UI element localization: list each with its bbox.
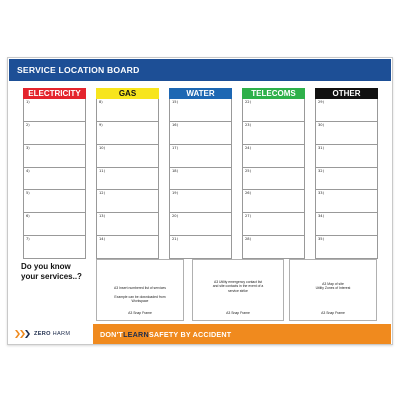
slot-number: 18)	[172, 168, 178, 173]
service-slot[interactable]	[243, 190, 304, 213]
column-4	[315, 88, 378, 259]
slot-number: 12)	[99, 191, 105, 196]
know-line-2: your services..?	[21, 271, 82, 281]
slot-number: 3)	[26, 145, 30, 150]
banner-part-2: LEARN	[123, 329, 149, 339]
service-slot[interactable]	[97, 99, 158, 122]
column-body	[242, 99, 305, 259]
service-slot[interactable]	[316, 236, 377, 258]
board-title: SERVICE LOCATION BOARD	[17, 65, 140, 75]
service-slot[interactable]	[243, 168, 304, 191]
slot-number: 13)	[99, 214, 105, 219]
service-slot[interactable]	[24, 122, 85, 145]
service-slot[interactable]	[24, 168, 85, 191]
column-0	[23, 88, 86, 259]
service-slot[interactable]	[24, 213, 85, 236]
column-header: TELECOMS	[242, 88, 305, 99]
service-slot[interactable]	[243, 145, 304, 168]
frame-text-line: A3 Map of site	[322, 282, 344, 286]
banner-part-3: SAFETY BY ACCIDENT	[148, 329, 232, 339]
service-slot[interactable]	[97, 145, 158, 168]
service-slot[interactable]	[170, 236, 231, 258]
service-slot[interactable]	[97, 190, 158, 213]
slot-number: 30)	[318, 122, 324, 127]
column-header: WATER	[169, 88, 232, 99]
slot-number: 6)	[26, 214, 30, 219]
slot-number: 22)	[245, 100, 251, 104]
service-slot[interactable]	[316, 145, 377, 168]
slot-number: 34)	[318, 214, 324, 219]
safety-banner	[93, 324, 391, 344]
slot-number: 31)	[318, 145, 324, 150]
frame-text-line: Workspace	[131, 299, 149, 304]
frame-text-line: Example can be downloaded from	[114, 294, 166, 299]
service-slot[interactable]	[243, 122, 304, 145]
zero-harm-logo	[9, 324, 93, 344]
slot-number: 32)	[318, 168, 324, 173]
slot-number: 7)	[26, 237, 30, 242]
service-slot[interactable]	[97, 236, 158, 258]
slot-number: 16)	[172, 122, 178, 127]
service-slot[interactable]	[170, 213, 231, 236]
service-slot[interactable]	[243, 99, 304, 122]
service-slot[interactable]	[170, 99, 231, 122]
service-slot[interactable]	[97, 168, 158, 191]
brand-light: HARM	[50, 331, 71, 337]
frame-description	[199, 280, 277, 293]
slot-number: 8)	[99, 100, 103, 104]
slot-number: 5)	[26, 191, 30, 196]
service-slot[interactable]	[24, 145, 85, 168]
column-3	[242, 88, 305, 259]
slot-number: 17)	[172, 145, 178, 150]
service-slot[interactable]	[316, 122, 377, 145]
service-slot[interactable]	[24, 190, 85, 213]
zero-harm-brand	[34, 331, 70, 337]
slot-number: 23)	[245, 122, 251, 127]
slot-number: 26)	[245, 191, 251, 196]
board-header	[9, 59, 391, 81]
slot-number: 11)	[99, 168, 105, 173]
slot-number: 28)	[245, 237, 251, 242]
column-2	[169, 88, 232, 259]
brand-bold: ZERO	[34, 331, 51, 337]
slot-number: 2)	[26, 122, 30, 127]
know-line-1: Do you know	[21, 262, 71, 271]
frame-label: A3 Snap Frame	[226, 311, 250, 315]
snap-frame-0	[96, 259, 184, 321]
column-1	[96, 88, 159, 259]
column-header: ELECTRICITY	[23, 88, 86, 99]
service-slot[interactable]	[170, 168, 231, 191]
slot-number: 24)	[245, 145, 251, 150]
service-slot[interactable]	[316, 99, 377, 122]
service-slot[interactable]	[24, 99, 85, 122]
service-slot[interactable]	[24, 236, 85, 258]
slot-number: 15)	[172, 100, 178, 104]
slot-number: 10)	[99, 145, 105, 150]
know-your-services-text	[21, 262, 101, 281]
slot-number: 21)	[172, 237, 178, 242]
service-slot[interactable]	[170, 145, 231, 168]
column-header: OTHER	[315, 88, 378, 99]
snap-frame-2	[289, 259, 377, 321]
frame-text-line: A3 Utility emergency contact list	[213, 280, 263, 284]
frame-text-line: A3 Insert numbered list of services	[113, 286, 166, 290]
slot-number: 19)	[172, 191, 178, 196]
service-slot[interactable]	[97, 213, 158, 236]
slot-number: 14)	[99, 237, 105, 242]
service-slot[interactable]	[243, 236, 304, 258]
frame-description	[103, 286, 177, 304]
slot-number: 4)	[26, 168, 30, 173]
frame-description	[296, 282, 370, 291]
column-body	[23, 99, 86, 259]
slot-number: 9)	[99, 122, 103, 127]
column-body	[169, 99, 232, 259]
frame-text-line: Utility Zones of Interest	[315, 286, 351, 291]
column-header: GAS	[96, 88, 159, 99]
service-slot[interactable]	[170, 190, 231, 213]
service-slot[interactable]	[316, 190, 377, 213]
frame-label: A3 Snap Frame	[321, 311, 345, 315]
slot-number: 20)	[172, 214, 178, 219]
service-location-board	[7, 57, 393, 345]
service-slot[interactable]	[316, 168, 377, 191]
snap-frame-1	[192, 259, 284, 321]
banner-part-1: DON'T	[100, 329, 124, 339]
slot-number: 29)	[318, 100, 324, 104]
slot-number: 33)	[318, 191, 324, 196]
chevron-arrows-icon	[15, 330, 31, 338]
slot-number: 25)	[245, 168, 251, 173]
column-body	[96, 99, 159, 259]
service-slot[interactable]	[97, 122, 158, 145]
service-slot[interactable]	[316, 213, 377, 236]
service-slot[interactable]	[170, 122, 231, 145]
column-body	[315, 99, 378, 259]
frame-label: A3 Snap Frame	[128, 311, 152, 315]
service-slot[interactable]	[243, 213, 304, 236]
slot-number: 1)	[26, 100, 30, 104]
frame-text-line: and site contacts in the event of a	[212, 284, 264, 289]
frame-text-line: service strike	[228, 288, 248, 293]
slot-number: 35)	[318, 237, 324, 242]
slot-number: 27)	[245, 214, 251, 219]
